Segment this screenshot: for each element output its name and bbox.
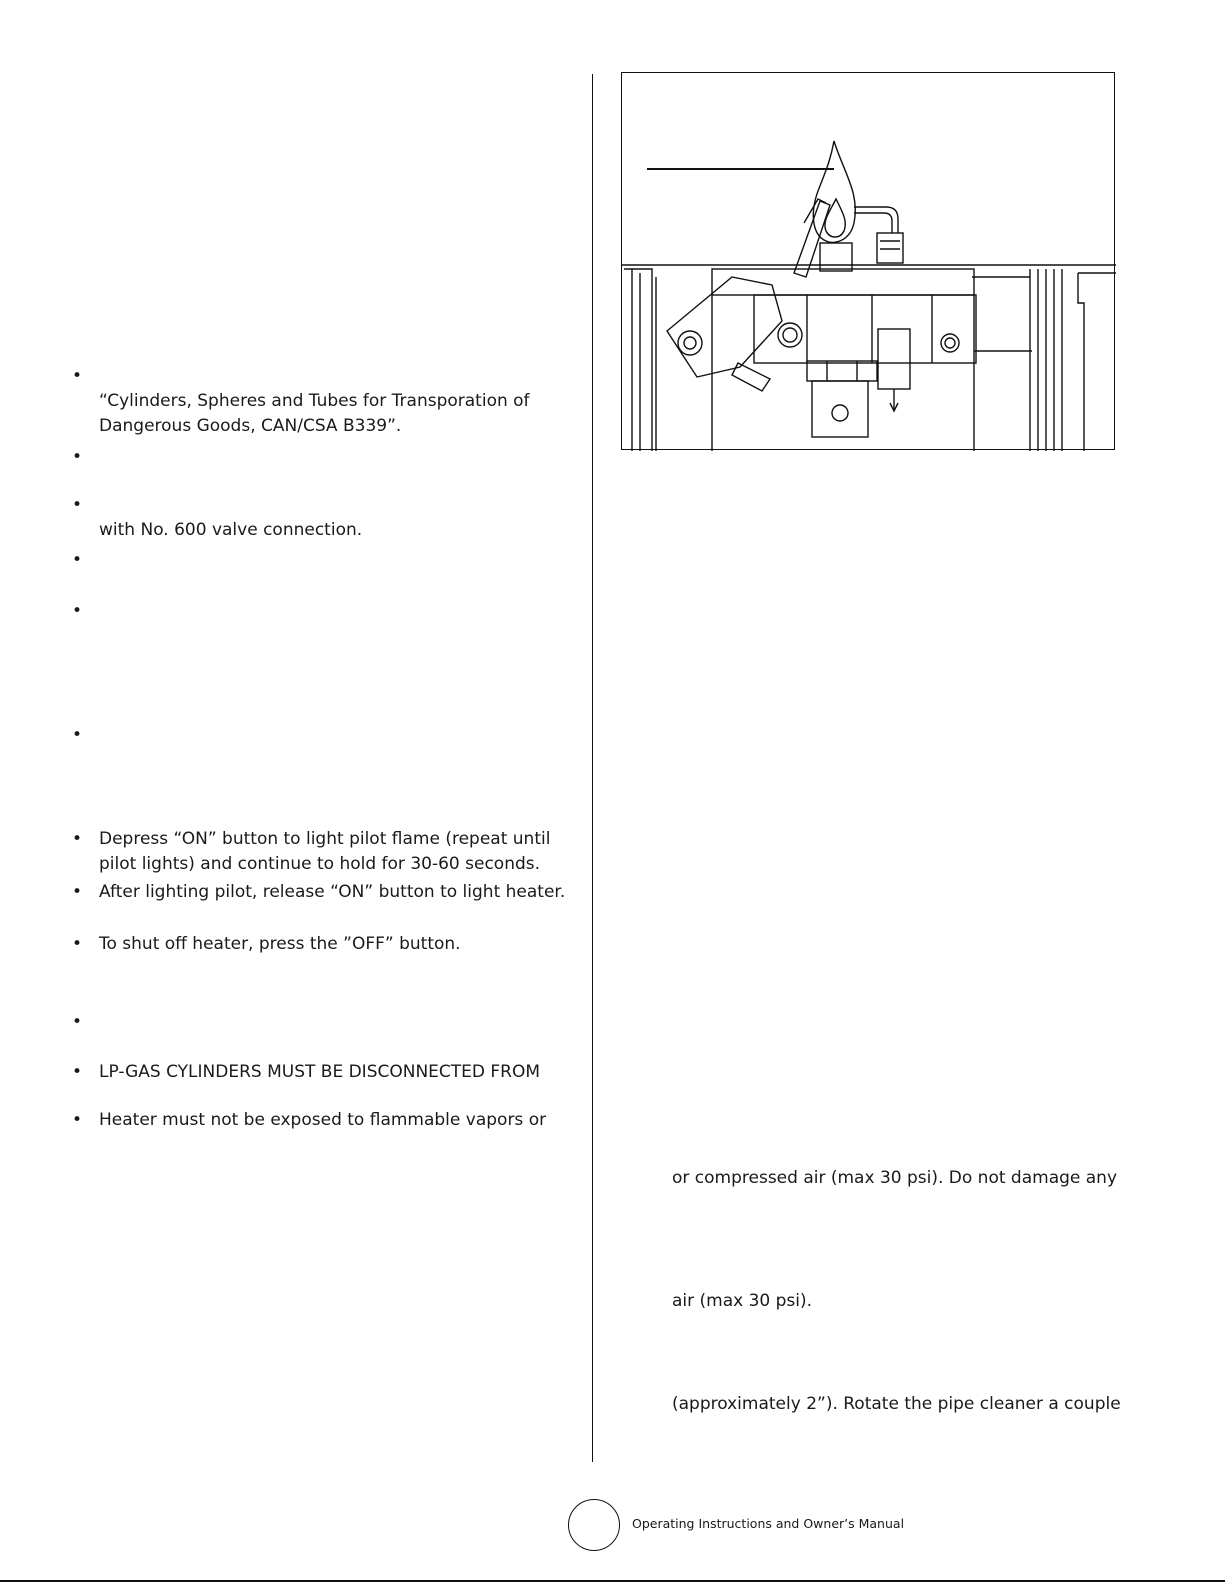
list-item-text: Heater must not be exposed to flammable vapors or — [99, 1110, 547, 1130]
paragraph-line: or compressed air (max 30 psi). Do not damage any — [672, 1168, 1118, 1188]
list-item-text: LP-GAS CYLINDERS MUST BE DISCONNECTED FROM — [99, 1062, 541, 1082]
bullet-marker: • — [72, 882, 83, 902]
paragraph-line: (approximately 2”). Rotate the pipe cleaner a couple — [672, 1394, 1121, 1414]
igniter-electrode — [877, 233, 903, 263]
bullet-marker: • — [72, 1062, 83, 1082]
bullet-marker: • — [72, 550, 83, 570]
bullet-marker: • — [72, 495, 83, 515]
screw — [778, 323, 802, 347]
list-item-text: “Cylinders, Spheres and Tubes for Transporation of — [99, 391, 530, 411]
pilot-burner-tube — [820, 243, 852, 271]
footer-manual-title: Operating Instructions and Owner’s Manual — [632, 1516, 905, 1531]
bullet-marker: • — [72, 1012, 83, 1032]
bullet-marker: • — [72, 725, 83, 745]
list-item-text: To shut off heater, press the ”OFF” button. — [99, 934, 461, 954]
bullet-marker: • — [72, 1110, 83, 1130]
list-item-text: with No. 600 valve connection. — [99, 520, 363, 540]
paragraph-line: air (max 30 psi). — [672, 1291, 813, 1311]
left-bracket — [667, 277, 782, 377]
gas-inlet-block — [812, 381, 868, 437]
valve-body-top — [712, 269, 974, 295]
bullet-marker: • — [72, 447, 83, 467]
list-item-text: Depress “ON” button to light pilot flame (repeat until — [99, 829, 551, 849]
list-item-text: Dangerous Goods, CAN/CSA B339”. — [99, 416, 402, 436]
page-number-circle — [568, 1499, 620, 1551]
thermocouple-tube — [854, 213, 892, 233]
bottom-fitting — [807, 361, 877, 381]
bullet-marker: • — [72, 366, 83, 386]
bullet-marker: • — [72, 934, 83, 954]
bottom-rule — [0, 1580, 1225, 1582]
list-item-text: After lighting pilot, release “ON” button to light heater. — [99, 882, 566, 902]
bullet-marker: • — [72, 601, 83, 621]
pilot-flame-outer — [813, 141, 855, 242]
column-divider — [592, 74, 593, 1462]
pilot-assembly-illustration — [622, 73, 1116, 451]
list-item-text: pilot lights) and continue to hold for 30-60 seconds. — [99, 854, 541, 874]
bullet-marker: • — [72, 829, 83, 849]
pilot-assembly-figure — [621, 72, 1115, 450]
